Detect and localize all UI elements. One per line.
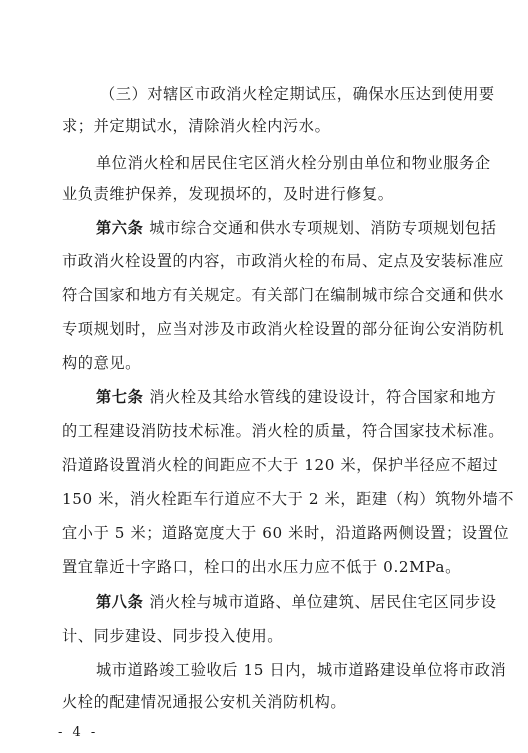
line-text: 业负责维护保养，发现损坏的，及时进行修复。 [62, 185, 394, 203]
text-line-12 [62, 455, 528, 475]
text-line-8 [62, 319, 528, 339]
text-line-6 [62, 251, 528, 271]
line-text: 求；并定期试水，清除消火栓内污水。 [62, 117, 331, 135]
line-text: 城市综合交通和供水专项规划、消防专项规划包括 [149, 219, 497, 237]
text-line-13 [62, 489, 528, 509]
text-line-2 [62, 116, 528, 136]
line-text: 符合国家和地方有关规定。有关部门在编制城市综合交通和供水 [62, 286, 505, 304]
line-text: 的工程建设消防技术标准。消火栓的质量，符合国家技术标准。 [62, 422, 505, 440]
text-line-18 [96, 660, 528, 680]
text-line-9 [62, 353, 528, 373]
article-heading: 第六条 [96, 219, 150, 237]
article-heading: 第七条 [96, 388, 150, 406]
line-text: 城市道路竣工验收后 15 日内，城市道路建设单位将市政消 [96, 661, 507, 679]
line-text: 构的意见。 [62, 354, 141, 372]
text-line-3 [96, 153, 528, 173]
text-line-5 [96, 218, 528, 238]
line-text: 单位消火栓和居民住宅区消火栓分别由单位和物业服务企 [96, 154, 491, 172]
line-text: 宜小于 5 米；道路宽度大于 60 米时，沿道路两侧设置；设置位 [62, 524, 510, 542]
line-text: 消火栓及其给水管线的建设设计，符合国家和地方 [149, 388, 497, 406]
article-heading: 第八条 [96, 593, 150, 611]
line-text: 市政消火栓设置的内容，市政消火栓的布局、定点及安装标准应 [62, 252, 505, 270]
text-line-11 [62, 421, 528, 441]
text-line-16 [96, 592, 528, 612]
line-text: 置宜靠近十字路口，栓口的出水压力应不低于 0.2MPa。 [62, 558, 461, 576]
text-line-1 [100, 84, 528, 104]
line-text: 沿道路设置消火栓的间距应不大于 120 米，保护半径应不超过 [62, 456, 499, 474]
line-text: 150 米，消火栓距车行道应不大于 2 米，距建（构）筑物外墙不 [62, 490, 515, 508]
text-line-4 [62, 184, 528, 204]
line-text: 计、同步建设、同步投入使用。 [62, 627, 284, 645]
text-line-19-visible [62, 692, 528, 712]
line-text: 消火栓与城市道路、单位建筑、居民住宅区同步设 [149, 593, 497, 611]
page-number: - 4 - [58, 725, 99, 740]
line-text: 专项规划时，应当对涉及市政消火栓设置的部分征询公安消防机 [62, 320, 505, 338]
text-line-15 [62, 557, 528, 577]
line-text: 火栓的配建情况通报公安机关消防机构。 [62, 693, 347, 711]
text-line-14 [62, 523, 528, 543]
text-line-10 [96, 387, 528, 407]
text-line-7 [62, 285, 528, 305]
text-line-17 [62, 626, 528, 646]
line-text: （三）对辖区市政消火栓定期试压，确保水压达到使用要 [100, 85, 495, 103]
